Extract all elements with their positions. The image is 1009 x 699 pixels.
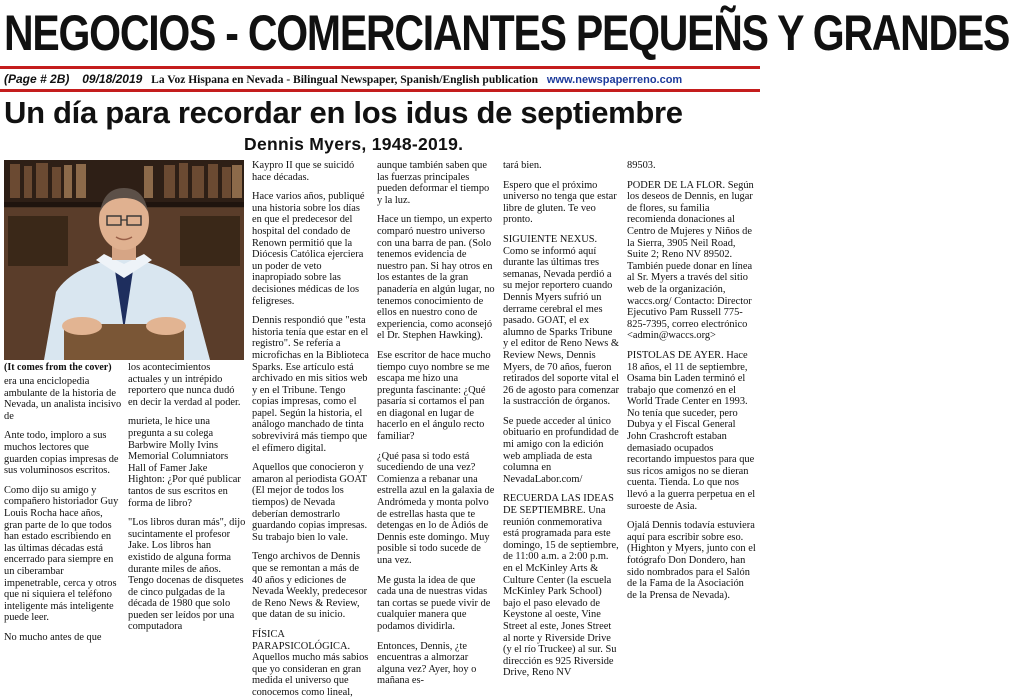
masthead: [0, 0, 1009, 66]
paragraph: Hace un tiempo, un experto comparó nuestro universo con una barra de pan. (Solo tenemos evidencia de nuestro pan. Si hay otros en los estantes de la gran panadería en algún lugar, no tenemos conocimiento de ellos en nuestro cono de experiencia, como aconsejó el Dr. Stephen Hawking).: [377, 214, 495, 342]
paragraph: "Los libros duran más", dijo sucintamente el profesor Jake. Los libros han existido de alguna forma durante miles de años. Tengo docenas de disquetes de cinco pulgadas de la década de 1980 que solo pueden ser leídos por una computadora: [128, 517, 246, 633]
article-column-4: [377, 160, 496, 687]
paragraph: ¿Qué pasa si todo está sucediendo de una vez? Comienza a rebanar una estrella azul en la galaxia de Andrómeda y monta polvo de estrellas hasta que te detengas en lo de Adiós de Dennis este domingo. Muy posible si todo sucede de una vez.: [377, 450, 495, 566]
article-column-5: [503, 160, 620, 679]
paragraph: tará bien.: [503, 160, 542, 171]
paragraph: Ese escritor de hace mucho tiempo cuyo nombre se me escapa me hizo una pregunta fascinante: ¿Qué pasaría si cortamos el pan en diagonal en lugar de hacerlo en el ángulo recto familiar?: [377, 349, 491, 443]
paragraph: Ante todo, imploro a sus muchos lectores que guarden copias impresas de sus voluminosos escritos.: [4, 430, 119, 477]
issue-date: 09/18/2019: [82, 72, 143, 86]
paragraph: Aquellos que conocieron y amaron al periodista GOAT (El mejor de todos los tiempos) de Nevada deberían demostrarlo guardando copias impresas. Su trabajo bien lo vale.: [252, 462, 368, 543]
portrait-illustration: [4, 160, 244, 360]
publication-name: La Voz Hispana en Nevada - Bilingual Newspaper, Spanish/English publication: [151, 74, 539, 86]
paragraph: Ojalá Dennis todavía estuviera aquí para escribir sobre eso. (Highton y Myers, junto con el fotógrafo Don Dondero, han sido nombrados para el Salón de la Fama de la Asociación de la Prensa de Nevada).: [627, 520, 756, 601]
article-column-6: [627, 160, 756, 601]
paragraph: FÍSICA PARAPSICOLÓGICA. Aquellos mucho más sabios que yo consideran en gran medida el universo que conocemos como lineal,: [252, 628, 369, 698]
paragraph: SIGUIENTE NEXUS. Como se informó aquí durante las últimas tres semanas, Nevada perdió a su mejor reportero cuando Dennis Myers sufrió un derrame cerebral el mes pasado. GOAT, el ex alumno de Sparks Tribune y el editor de Reno News & Review News, Dennis Myers, de 70 años, fueron retirados del soporte vital el 26 de agosto para comenzar la sustracción de órganos.: [503, 233, 620, 408]
paragraph: 89503.: [627, 160, 656, 171]
page-number: (Page # 2B): [4, 72, 70, 86]
paragraph: Hace varios años, publiqué una historia sobre los días en que el predecesor del hospital del condado de Renown permitió que la Diócesis Católica ejerciera un poder de veto inapropiado sobre las decisiones médicas de los feligreses.: [252, 191, 365, 307]
paragraph: aunque también saben que las fuerzas principales pueden deformar el tiempo y la luz.: [377, 160, 490, 206]
paragraph: PODER DE LA FLOR. Según los deseos de Dennis, en lugar de flores, su familia recomienda donaciones al Centro de Mujeres y Niños de la Sierra, 3905 Neil Road, Suite 2; Reno NV 89502. También puede donar en línea al Sr. Myers a través del sitio web de la organización, waccs.org/ Contacto: Director Ejecutivo Pam Russell 775-825-7395, correo electrónico <admin@waccs.org>: [627, 179, 754, 342]
divider-red-bottom: [0, 89, 760, 92]
article-column-3: [252, 160, 370, 698]
paragraph: Espero que el próximo universo no tenga que estar libre de gluten. Te veo pronto.: [503, 179, 617, 226]
website-link[interactable]: www.newspaperreno.com: [546, 74, 683, 86]
article-byline: Dennis Myers, 1948-2019.: [244, 134, 464, 154]
paragraph: No mucho antes de que: [4, 631, 102, 643]
paragraph: RECUERDA LAS IDEAS DE SEPTIEMBRE. Una reunión conmemorativa está programada para este domingo, 15 de septiembre, de 11:00 a.m. a 2:00 p.m. en el McKinley Arts & Culture Center (la escuela McKinley Park School) bajo el paso elevado de Keystone al oeste, Vine Street al este, Jones Street al norte y Riverside Drive (y el río Truckee) al sur. Su dirección es 925 Riverside Drive, Reno NV: [503, 493, 619, 679]
paragraph: Dennis respondió que "esta historia tenía que estar en el registro". Se refería a microfichas en la Biblioteca Sparks. Ese artículo está archivado en mis sitios web y en el Tribune. Tengo copias impresas, como el papel. Según la historia, el análogo manchado de tinta sobrevivirá más tiempo que el efímero digital.: [252, 315, 369, 454]
article-column-1: [4, 376, 122, 643]
info-bar: [0, 70, 760, 88]
photo-caption: (It comes from the cover): [4, 362, 112, 373]
paragraph: Entonces, Dennis, ¿te encuentras a almorzar alguna vez? Ayer, hoy o mañana es-: [377, 640, 477, 687]
paragraph: Tengo archivos de Dennis que se remontan a más de 40 años y ediciones de Nevada Weekly, predecesor de Reno News & Review, que datan de su inicio.: [252, 551, 368, 621]
paragraph: era una enciclopedia ambulante de la historia de Nevada, un analista incisivo de: [4, 376, 122, 422]
portrait-photo: [4, 160, 244, 360]
masthead-title: NEGOCIOS - COMERCIANTES PEQUEÑS Y GRANDES: [4, 5, 1009, 61]
article-column-2: [128, 362, 246, 633]
paragraph: los acontecimientos actuales y un intrépido reportero que nunca dudó en decir la verdad al poder.: [128, 362, 241, 408]
paragraph: Como dijo su amigo y compañero historiador Guy Louis Rocha hace años, gran parte de lo que todos han estado escribiendo en las últimas décadas está encerrado para siempre en un ciberambar impenetrable, cerca y otros que ni siquiera el teléfono inteligente más inteligente puede leer.: [4, 484, 119, 624]
paragraph: murieta, le hice una pregunta a su colega Barbwire Molly Ivins Memorial Columniators Hall of Famer Jake Highton: ¿Por qué publicar tantos de sus escritos en forma de libro?: [128, 416, 241, 509]
paragraph: Se puede acceder al único obituario en profundidad de mi amigo con la edición web ampliada de esta columna en NevadaLabor.com/: [503, 415, 619, 485]
article-headline: Un día para recordar en los idus de septiembre: [4, 95, 683, 130]
paragraph: Kaypro II que se suicidó hace décadas.: [252, 160, 355, 183]
paragraph: Me gusta la idea de que cada una de nuestras vidas tan cortas se puede vivir de cualquier manera que podamos dividirla.: [377, 574, 491, 632]
divider-red-top: [0, 66, 760, 69]
paragraph: PISTOLAS DE AYER. Hace 18 años, el 11 de septiembre, Osama bin Laden terminó el trabajo que comenzó en el World Trade Center en 1993. No tenía que suceder, pero Dubya y el Fiscal General John Crashcroft estaban demasiado ocupados recortando impuestos para que sus ricos amigos no se dieran cuenta. Tienda. Lo que nos llevó a la guerra perpetua en el suroeste de Asia.: [627, 349, 756, 512]
